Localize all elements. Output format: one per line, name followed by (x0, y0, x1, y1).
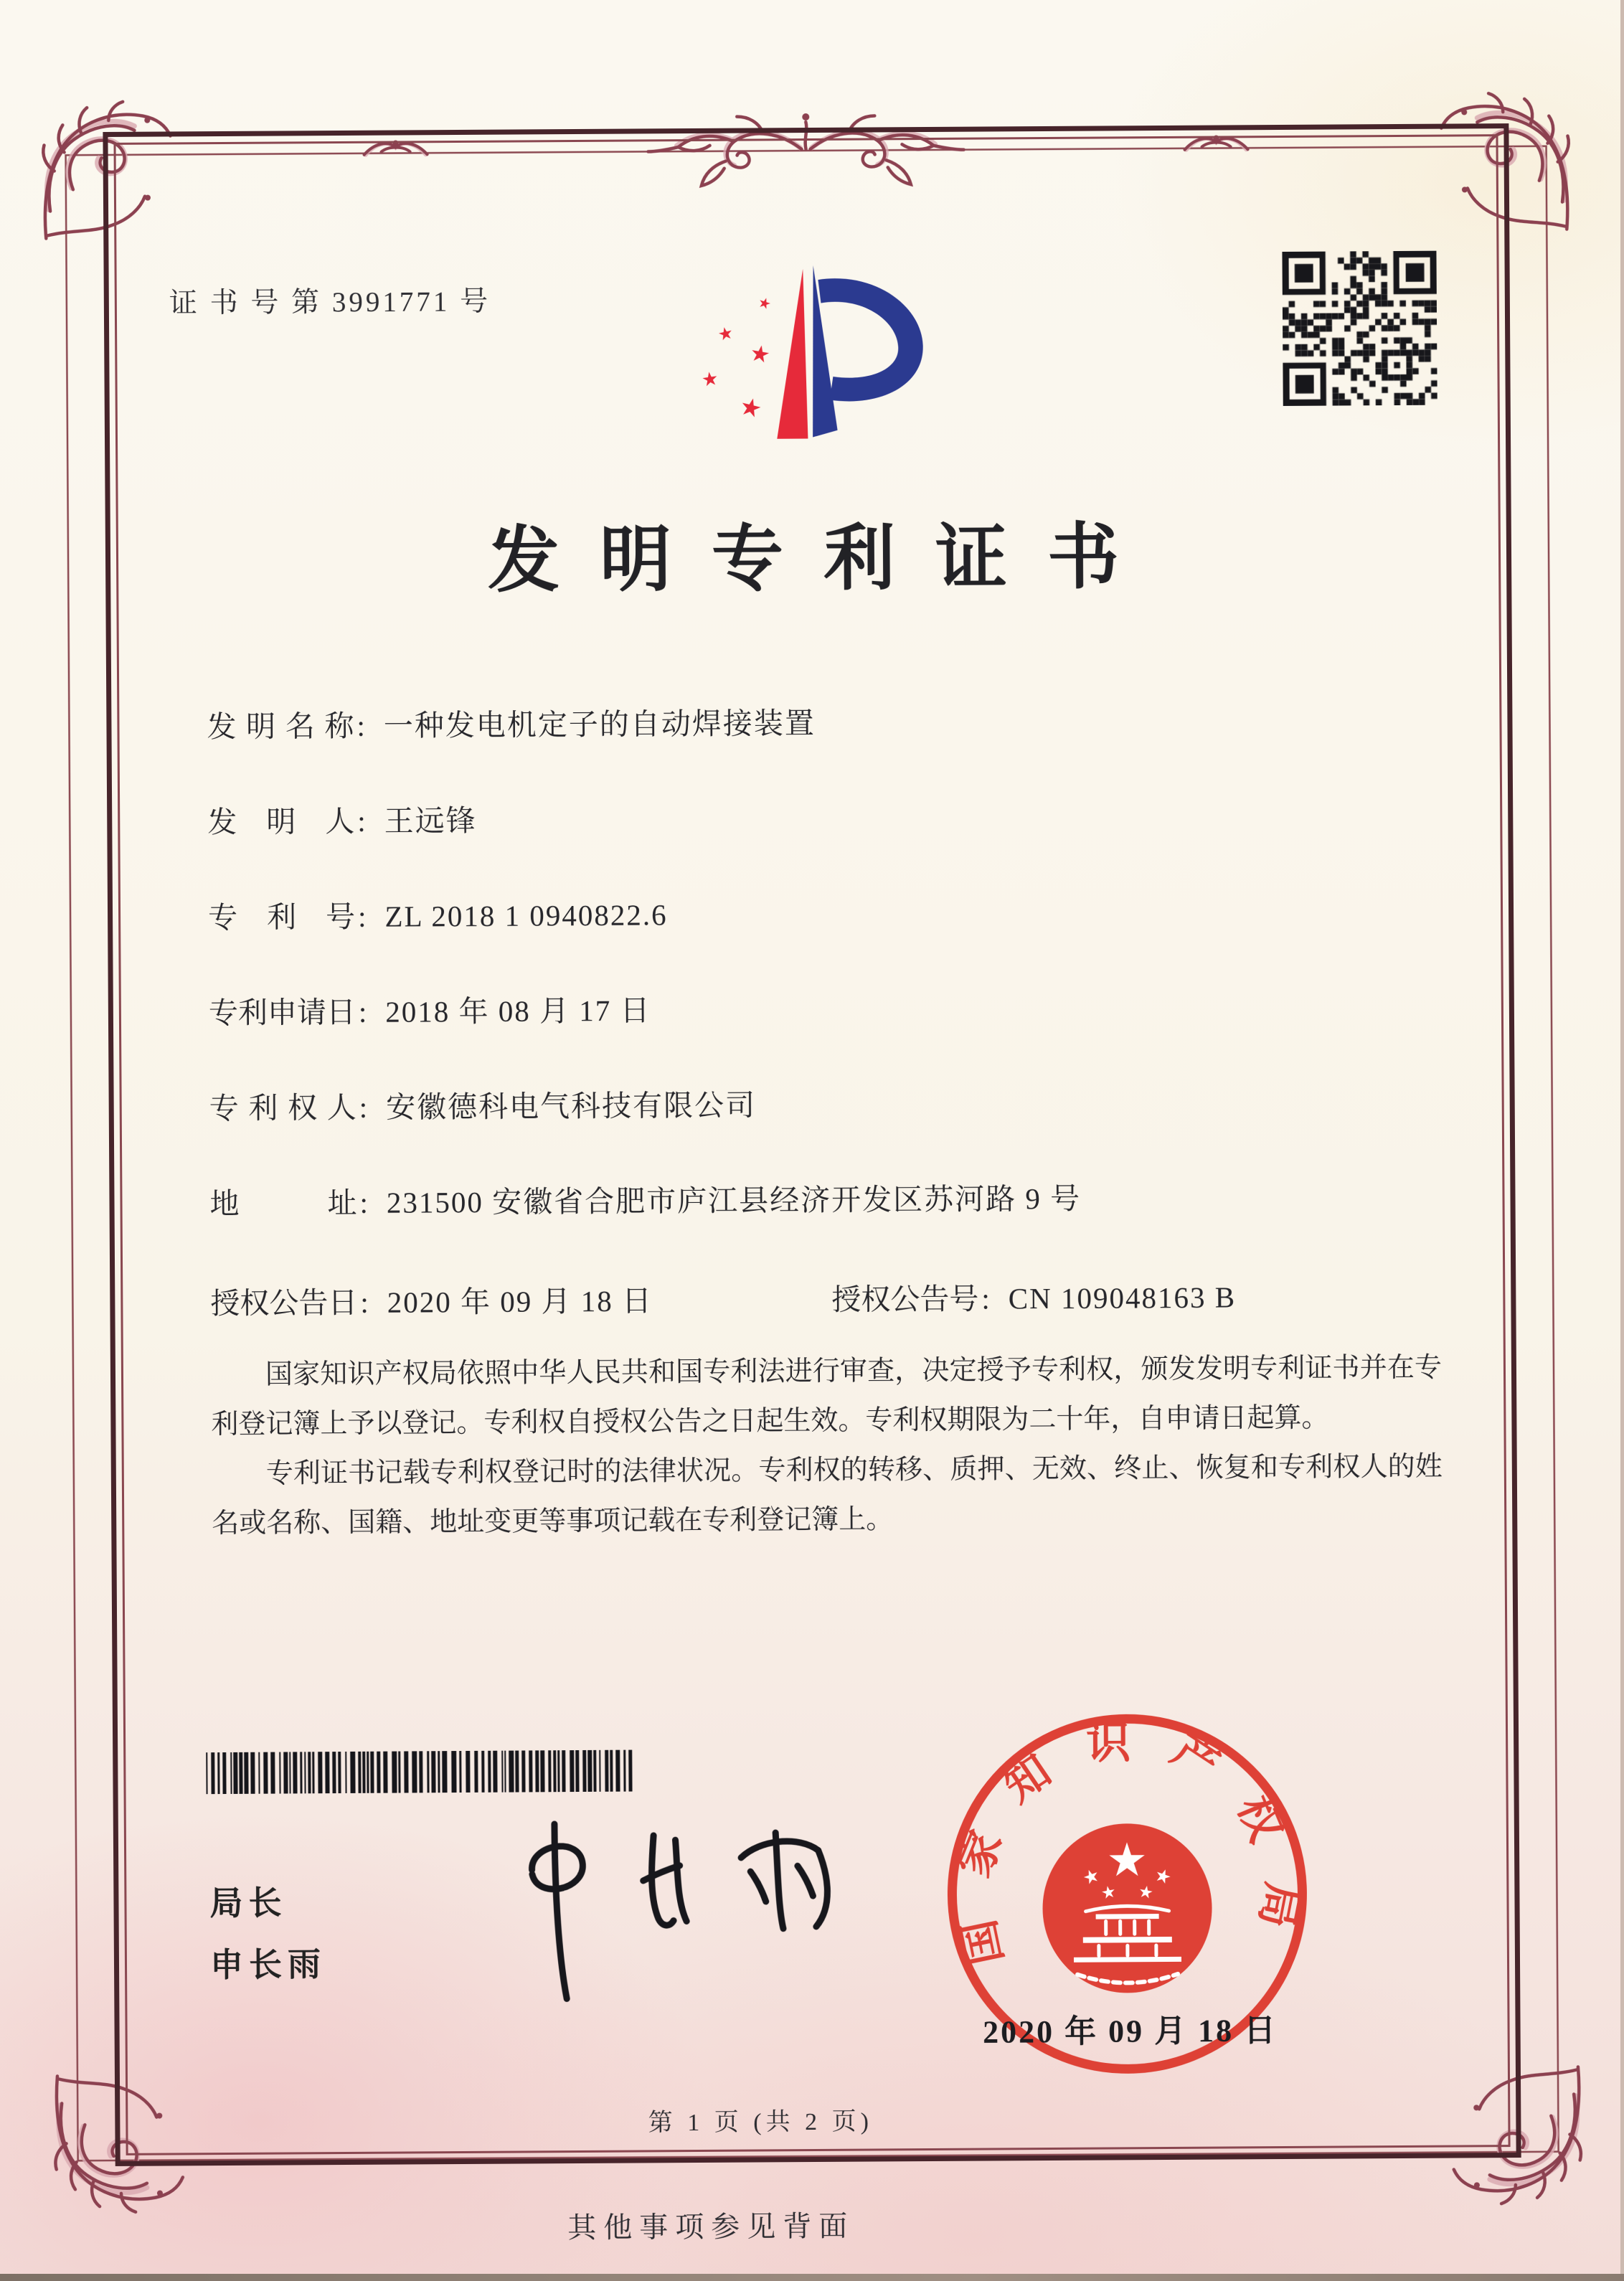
field-colon: : (359, 1090, 368, 1124)
certificate-number: 证 书 号 第 3991771 号 (169, 285, 491, 319)
field-value: 安徽德科电气科技有限公司 (385, 1088, 757, 1124)
grant-number-value: CN 109048163 B (1008, 1280, 1237, 1316)
seal-ring-text: 国家知识产权局 (948, 1718, 1307, 1969)
field-label: 发明名称 (207, 709, 354, 744)
field-colon: : (357, 804, 366, 838)
field-row-patent-number (208, 886, 1471, 989)
field-list (207, 695, 1473, 1275)
director-name: 申长雨 (209, 1945, 327, 1984)
director-title: 局长 (209, 1884, 288, 1922)
field-value: 王远锋 (384, 803, 477, 838)
field-colon: : (360, 1285, 369, 1319)
field-row-filing-date (209, 981, 1472, 1085)
page-indicator: 第 1 页 (共 2 页) (648, 2108, 874, 2137)
legal-paragraph-1: 国家知识产权局依照中华人民共和国专利法进行审查，决定授予专利权，颁发发明专利证书并在专利登记簿上予以登记。专利权自授权公告之日起生效。专利权期限为二十年，自申请日起算。 (211, 1352, 1443, 1440)
grant-date-row (210, 1277, 653, 1322)
cnipa-logo (681, 243, 930, 451)
director-signature (436, 1782, 864, 2021)
field-label: 地址 (209, 1186, 357, 1221)
field-value: 2018 年 08 月 17 日 (385, 993, 651, 1029)
grant-date-value: 2020 年 09 月 18 日 (387, 1284, 653, 1319)
photo-edge-right (1620, 0, 1624, 2281)
grant-number-row (831, 1273, 1236, 1318)
field-colon: : (357, 709, 366, 742)
field-label: 授权公告号 (831, 1282, 979, 1316)
legal-text (211, 1343, 1443, 1549)
qr-code (1282, 251, 1437, 406)
field-label: 专利申请日 (208, 995, 357, 1030)
national-emblem (1042, 1823, 1212, 1993)
field-value: ZL 2018 1 0940822.6 (384, 898, 668, 933)
field-value: 231500 安徽省合肥市庐江县经济开发区苏河路 9 号 (386, 1181, 1082, 1219)
field-colon: : (981, 1282, 990, 1316)
field-label: 专利号 (207, 899, 356, 935)
field-row-invention-name (207, 695, 1470, 798)
field-row-address (209, 1172, 1473, 1275)
field-colon: : (357, 899, 367, 933)
photo-edge-bottom (0, 2274, 1624, 2281)
field-label: 发明人 (207, 804, 355, 839)
certificate-title: 发明专利证书 (487, 517, 1160, 601)
legal-paragraph-2: 专利证书记载专利权登记时的法律状况。专利权的转移、质押、无效、终止、恢复和专利权人的姓名或名称、国籍、地址变更等事项记载在专利登记簿上。 (212, 1451, 1443, 1539)
field-colon: : (358, 995, 367, 1029)
field-value: 一种发电机定子的自动焊接装置 (383, 706, 816, 742)
field-label: 授权公告日 (210, 1285, 358, 1321)
field-row-patentee (209, 1077, 1473, 1180)
barcode (206, 1750, 636, 1795)
field-row-inventor (207, 790, 1470, 894)
field-colon: : (359, 1186, 369, 1219)
field-label: 专利权人 (209, 1090, 357, 1125)
seal-date: 2020 年 09 月 18 日 (982, 2013, 1278, 2050)
back-side-note: 其他事项参见背面 (567, 2209, 855, 2244)
